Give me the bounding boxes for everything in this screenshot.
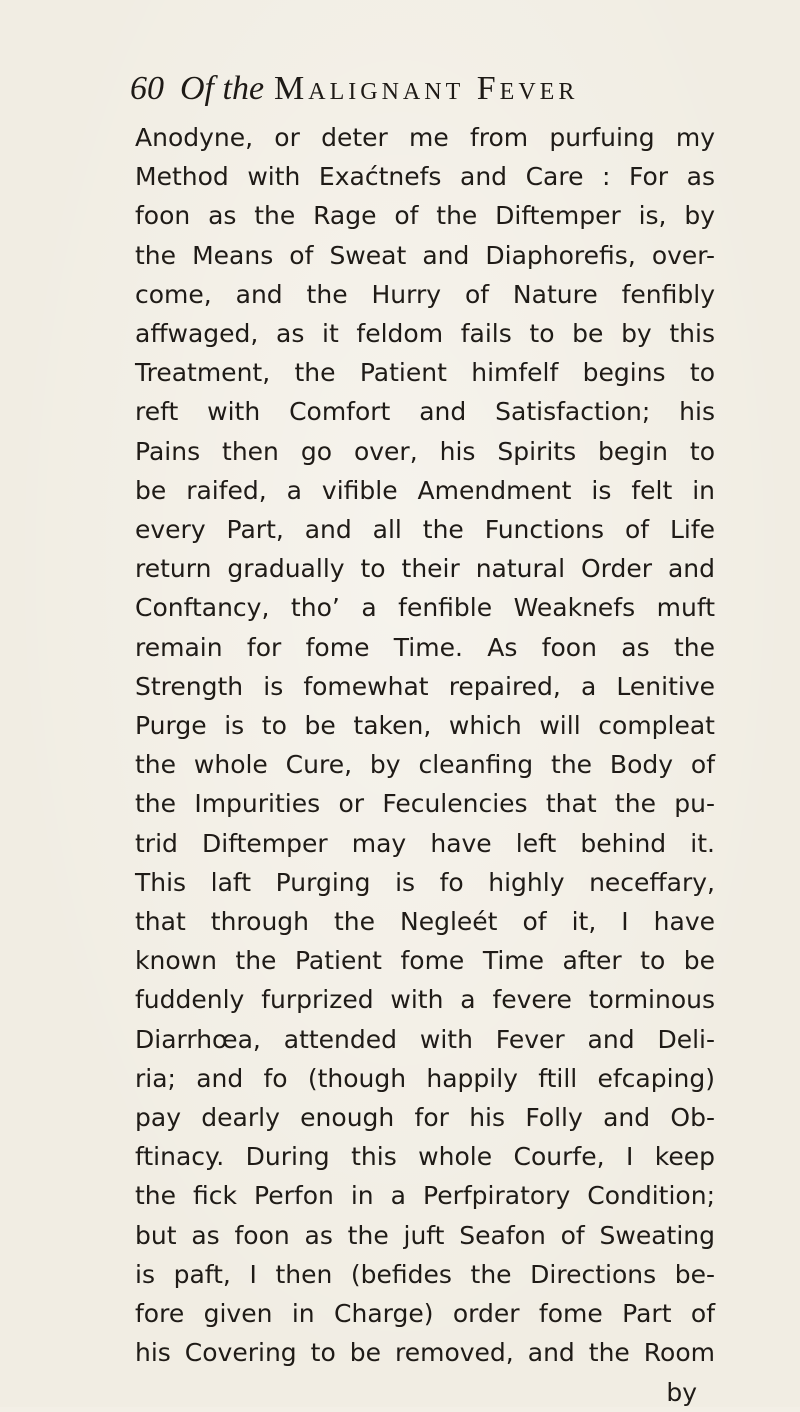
body-text xyxy=(135,118,715,1412)
header-title-italic: Of the xyxy=(180,70,265,107)
catchword: by xyxy=(666,1377,697,1407)
text-line: is paft, I then (befides the Directions be- xyxy=(135,1259,715,1289)
text-line: the Impurities or Feculencies that the pu- xyxy=(135,789,715,819)
text-line: affwaged, as it feldom fails to be by this xyxy=(135,319,715,349)
text-line: Treatment, the Patient himfelf begins to xyxy=(135,358,715,388)
text-line: Pains then go over, his Spirits begin to xyxy=(135,436,715,466)
text-line: Diarrhœa, attended with Fever and Deli- xyxy=(135,1024,715,1054)
text-line: foon as the Rage of the Diftemper is, by xyxy=(135,201,715,231)
text-line: return gradually to their natural Order and xyxy=(135,554,715,584)
text-line: every Part, and all the Functions of Life xyxy=(135,515,715,545)
text-line: but as foon as the juft Seafon of Sweating xyxy=(135,1220,715,1250)
text-line: known the Patient fome Time after to be xyxy=(135,946,715,976)
text-line: that through the Negleét of it, I have xyxy=(135,907,715,937)
text-line: fore given in Charge) order fome Part of xyxy=(135,1299,715,1329)
text-line: come, and the Hurry of Nature fenfibly xyxy=(135,279,715,309)
page-number: 60 xyxy=(130,70,164,107)
text-line: the fick Perfon in a Perfpiratory Condition; xyxy=(135,1181,715,1211)
header-title-caps: Malignant Fever xyxy=(274,70,579,107)
text-line: Conftancy, tho’ a fenfible Weaknefs muft xyxy=(135,593,715,623)
text-line: trid Diftemper may have left behind it. xyxy=(135,828,715,858)
text-line: Purge is to be taken, which will compleat xyxy=(135,711,715,741)
text-line: This laft Purging is fo highly neceffary, xyxy=(135,867,715,897)
text-line: Method with Exaćtnefs and Care : For as xyxy=(135,162,715,192)
text-line: the whole Cure, by cleanfing the Body of xyxy=(135,750,715,780)
text-line: the Means of Sweat and Diaphorefis, over- xyxy=(135,240,715,270)
text-line: be raifed, a vifible Amendment is felt in xyxy=(135,475,715,505)
text-line: remain for fome Time. As foon as the xyxy=(135,632,715,662)
text-line: fuddenly furprized with a fevere torminous xyxy=(135,985,715,1015)
text-line: reft with Comfort and Satisfaction; his xyxy=(135,397,715,427)
text-line: Anodyne, or deter me from purfuing my xyxy=(135,123,715,152)
text-line: Strength is fomewhat repaired, a Lenitive xyxy=(135,671,715,701)
running-header xyxy=(130,70,730,120)
text-line: pay dearly enough for his Folly and Ob- xyxy=(135,1103,715,1133)
text-line: ria; and fo (though happily ftill efcaping) xyxy=(135,1063,715,1093)
text-line: his Covering to be removed, and the Room xyxy=(135,1338,715,1368)
text-line: ftinacy. During this whole Courfe, I keep xyxy=(135,1142,715,1172)
